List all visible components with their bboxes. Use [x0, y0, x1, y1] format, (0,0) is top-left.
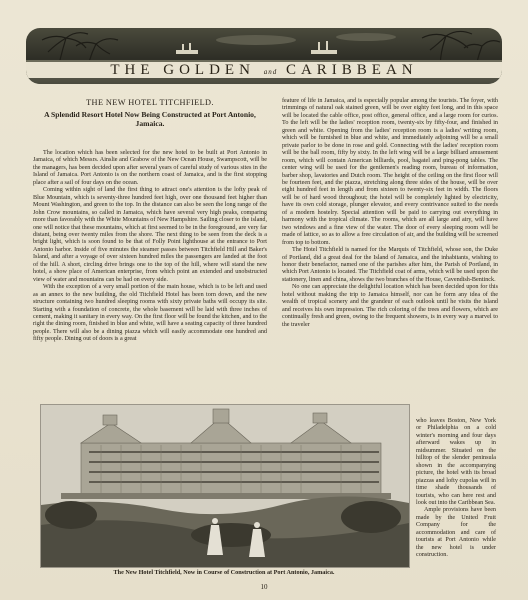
magazine-title [110, 62, 417, 79]
header-banner [26, 28, 502, 84]
paragraph: The location which has been selected for the new hotel to be built at Port Antonio in Jamaica, of which Messrs. Ainslie and Grabow of the New Ocean House, Swampscott, will be the managers, has been decided upon after several years of careful study of various sites in the Island of Jamaica. Port Antonio is on the northern coast of Jamaica, and is the first stopping place after a sail of four days on the ocean. [33, 150, 267, 186]
photo-caption: The New Hotel Titchfield, Now in Course of Construction at Port Antonio, Jamaica. [113, 569, 335, 576]
title-and: and [263, 67, 278, 76]
paragraph: feature of life in Jamaica, and is especially popular among the tourists. The foyer, with trimmings of natural oak stained green, will be over eighty feet long, and in this space will be located the cable office, post office, general office, and a large room for curios. To the left will be the ladies' reception room, twenty-six by fifty-four, and finished in green and white. Opening from the ladies' reception room is a ladies' writing room, which will be furnished in blue and white, and immediately adjoining will be a small private parlor to be done in rose and gold. Connecting with the ladies' reception room will be the ball room, fifty by sixty. In the left wing will be a large billiard amusement room, which will contain American billiards, pool, bagatel and ping-pong tables. The center wing will be used for the gentlemen's reading room, bureau of information, barber shop, lavatories and Dutch room. The height of the ceiling on the first floor will be fourteen feet, and the piazza, stretching along three sides of the house, will be over eight hundred feet in length and from sixteen to twenty-six feet in width. The floors will be of hard wood throughout; the hotel will be completely lighted by electricity, have its own cold storage, plunger elevator, and every contrivance suited to the needs of a modern hostelry. Special attention will be paid to carrying out everything in harmony with the tropical climate. The rooms, which are all large and airy, will have two windows and a fine view of the water. The door of every sleeping room will be made of lattice, so as to allow a free circulation of air, and the building will be screened from top to bottom. [282, 98, 498, 246]
right-column [282, 98, 498, 329]
paragraph: Coming within sight of land the first thing to attract one's attention is the lofty peak of Blue Mountain, which is seventy-three hundred feet high, over one thousand feet higher than Mount Washington, and green to the top. In the distance can also be seen the long range of the John Crow mountains, so called in Jamaica, which have several very high peaks, comparing more than favorably with the White Mountains of New Hampshire. Sailing closer to the island, one will notice that these mountains, which at first seemed to be in the foreground, are very far distant, being over twenty miles from the shore. The next thing to be seen from the deck is a bright light, which is soon found to be that of Folly Point lighthouse at the entrance to Port Antonio harbor. Inside of five minutes the steamer passes between Titchfield Hill and Baker's Island, and after a voyage of over sixteen hundred miles the passengers are landed at the foot of the hill. A short, circling drive brings one to the top of the hill, where will stand the new hotel, a show place of American enterprise, from which point an extended and unobstructed view of water and mountains can be had on every side. [33, 187, 267, 283]
page-number: 10 [260, 583, 268, 591]
title-part-2: CARIBBEAN [285, 61, 418, 78]
paragraph: No one can appreciate the delightful location which has been decided upon for this hotel without making the trip to Jamaica himself, nor can he form any idea of the wealth of tropical scenery and the grandeur of each outlook until he visits the island and receives his own impression. The rich coloring of the trees and flowers, which are continually fresh and green, owing to the frequent showers, is in every way a marvel to the traveler [282, 284, 498, 328]
paragraph: The Hotel Titchfield is named for the Marquis of Titchfield, whose son, the Duke of Portland, did a great deal for the Island of Jamaica, and the inhabitants, wishing to honor their benefactor, named one of the parishes after him, the Parish of Portland, in which Port Antonio is located. The Titchfield coat of arms, which will be used upon the stationery, linen and china, shows the two branches of the House, Cavendish-Bentinck. [282, 247, 498, 283]
article-headline: THE NEW HOTEL TITCHFIELD. [86, 98, 214, 107]
banner-title-band [26, 62, 502, 78]
article-subhead: A Splendid Resort Hotel Now Being Constructed at Port Antonio, Jamaica. [44, 110, 256, 129]
paragraph: who leaves Boston, New York or Philadelphia on a cold winter's morning and four days afterward wakes up in midsummer. Situated on the hilltop of the slender peninsula shown in the accompanying picture, the hotel with its broad piazzas and lofty cupolas will in time shade thousands of tourists, who can here rest and look out into the Caribbean Sea. [416, 418, 496, 506]
hotel-photo [40, 404, 410, 568]
wrap-column [416, 418, 496, 560]
title-part-1: THE GOLDEN [110, 61, 255, 78]
left-column [33, 150, 267, 344]
hotel-building-illustration [41, 405, 409, 567]
paragraph: Ample provisions have been made by the United Fruit Company for the accommodation and care of tourists at Port Antonio while the new hotel is under construction. [416, 507, 496, 559]
paragraph: With the exception of a very small portion of the main house, which is to be left and used as an annex to the new building, the old Titchfield Hotel has been torn down, and the new structure containing two hundred sleeping rooms with sixty private baths will occupy its site. Starting with a foundation of concrete, the whole basement will be laid with three inches of cement, making it sanitary in every way. On the first floor will be found the kitchen, and to the right the dining room, finished in blue and white, will have a seating capacity of three hundred people. There will also be a dining piazza which will easily accommodate one hundred and fifty people. Dining out of doors is a great [33, 284, 267, 343]
